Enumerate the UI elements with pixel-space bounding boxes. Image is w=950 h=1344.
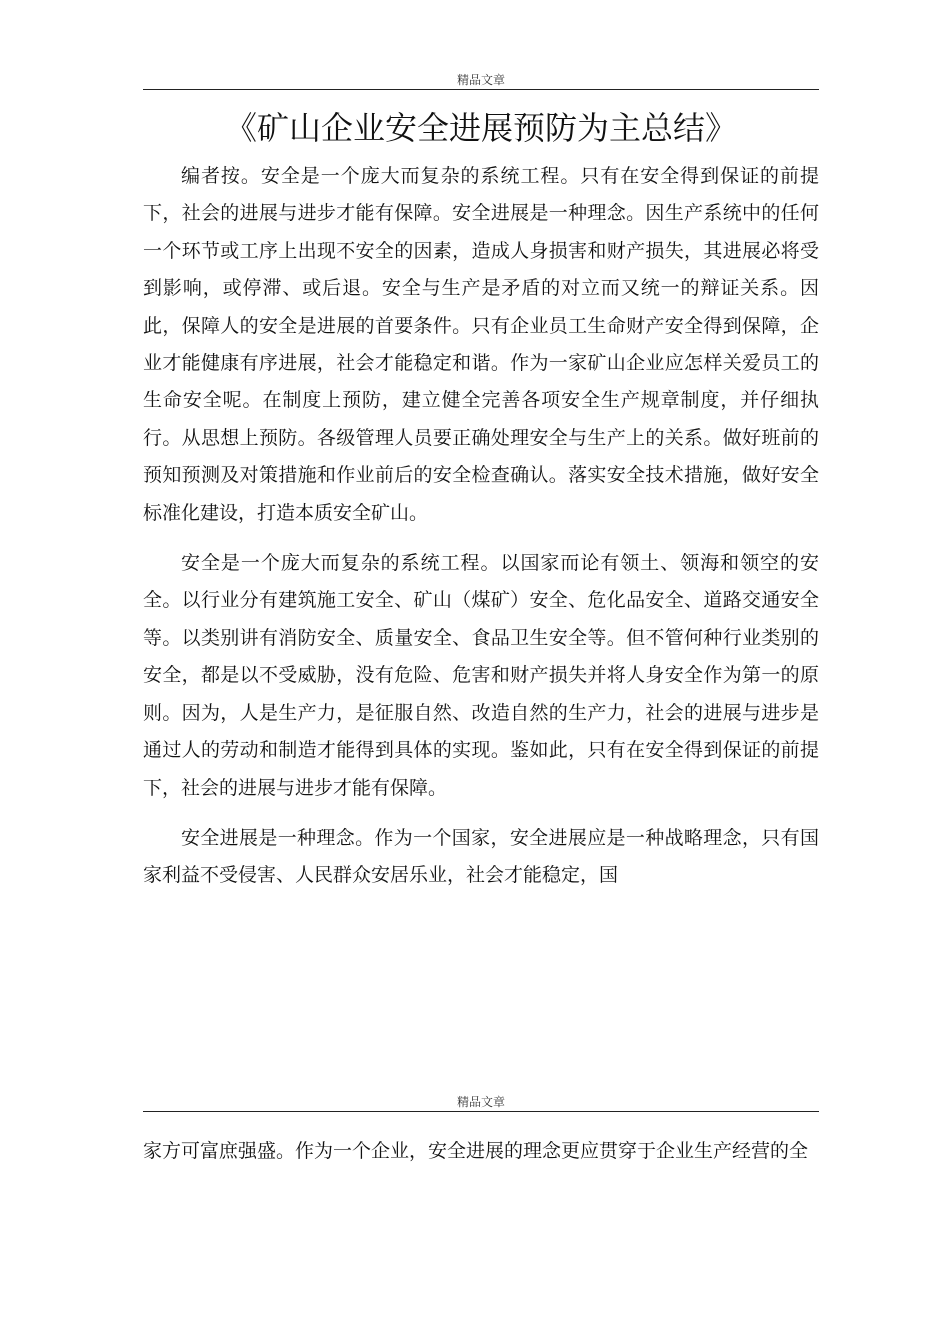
paragraph-1: 编者按。安全是一个庞大而复杂的系统工程。只有在安全得到保证的前提下，社会的进展与进步才能有保障。安全进展是一种理念。因生产系统中的任何一个环节或工序上出现不安全的因素，造成人身损害和财产损失，其进展必将受到影响，或停滞、或后退。安全与生产是矛盾的对立而又统一的辩证关系。因此，保障人的安全是进展的首要条件。只有企业员工生命财产安全得到保障，企业才能健康有序进展，社会才能稳定和谐。作为一家矿山企业应怎样关爱员工的生命安全呢。在制度上预防，建立健全完善各项安全生产规章制度，并仔细执行。从思想上预防。各级管理人员要正确处理安全与生产上的关系。做好班前的预知预测及对策措施和作业前后的安全检查确认。落实安全技术措施，做好安全标准化建设，打造本质安全矿山。 [143,165,819,524]
continuation-text: 家方可富庶强盛。作为一个企业，安全进展的理念更应贯穿于企业生产经营的全 [143,1140,809,1162]
next-page-body [143,1133,819,1170]
page-header: 精品文章 [456,73,505,87]
header-rule [143,89,819,90]
paragraph-2: 安全是一个庞大而复杂的系统工程。以国家而论有领土、领海和领空的安全。以行业分有建筑施工安全、矿山（煤矿）安全、危化品安全、道路交通安全等。以类别讲有消防安全、质量安全、食品卫生安全等。但不管何种行业类别的安全，都是以不受威胁，没有危险、危害和财产损失并将人身安全作为第一的原则。因为，人是生产力，是征服自然、改造自然的生产力，社会的进展与进步是通过人的劳动和制造才能得到具体的实现。鉴如此，只有在安全得到保证的前提下，社会的进展与进步才能有保障。 [143,552,819,799]
document-title: 《矿山企业安全进展预防为主总结》 [224,109,737,147]
page-footer: 精品文章 [456,1095,505,1109]
footer-rule [143,1111,819,1112]
document-body [143,158,819,908]
paragraph-3: 安全进展是一种理念。作为一个国家，安全进展应是一种战略理念，只有国家利益不受侵害、人民群众安居乐业，社会才能稳定，国 [143,826,819,887]
